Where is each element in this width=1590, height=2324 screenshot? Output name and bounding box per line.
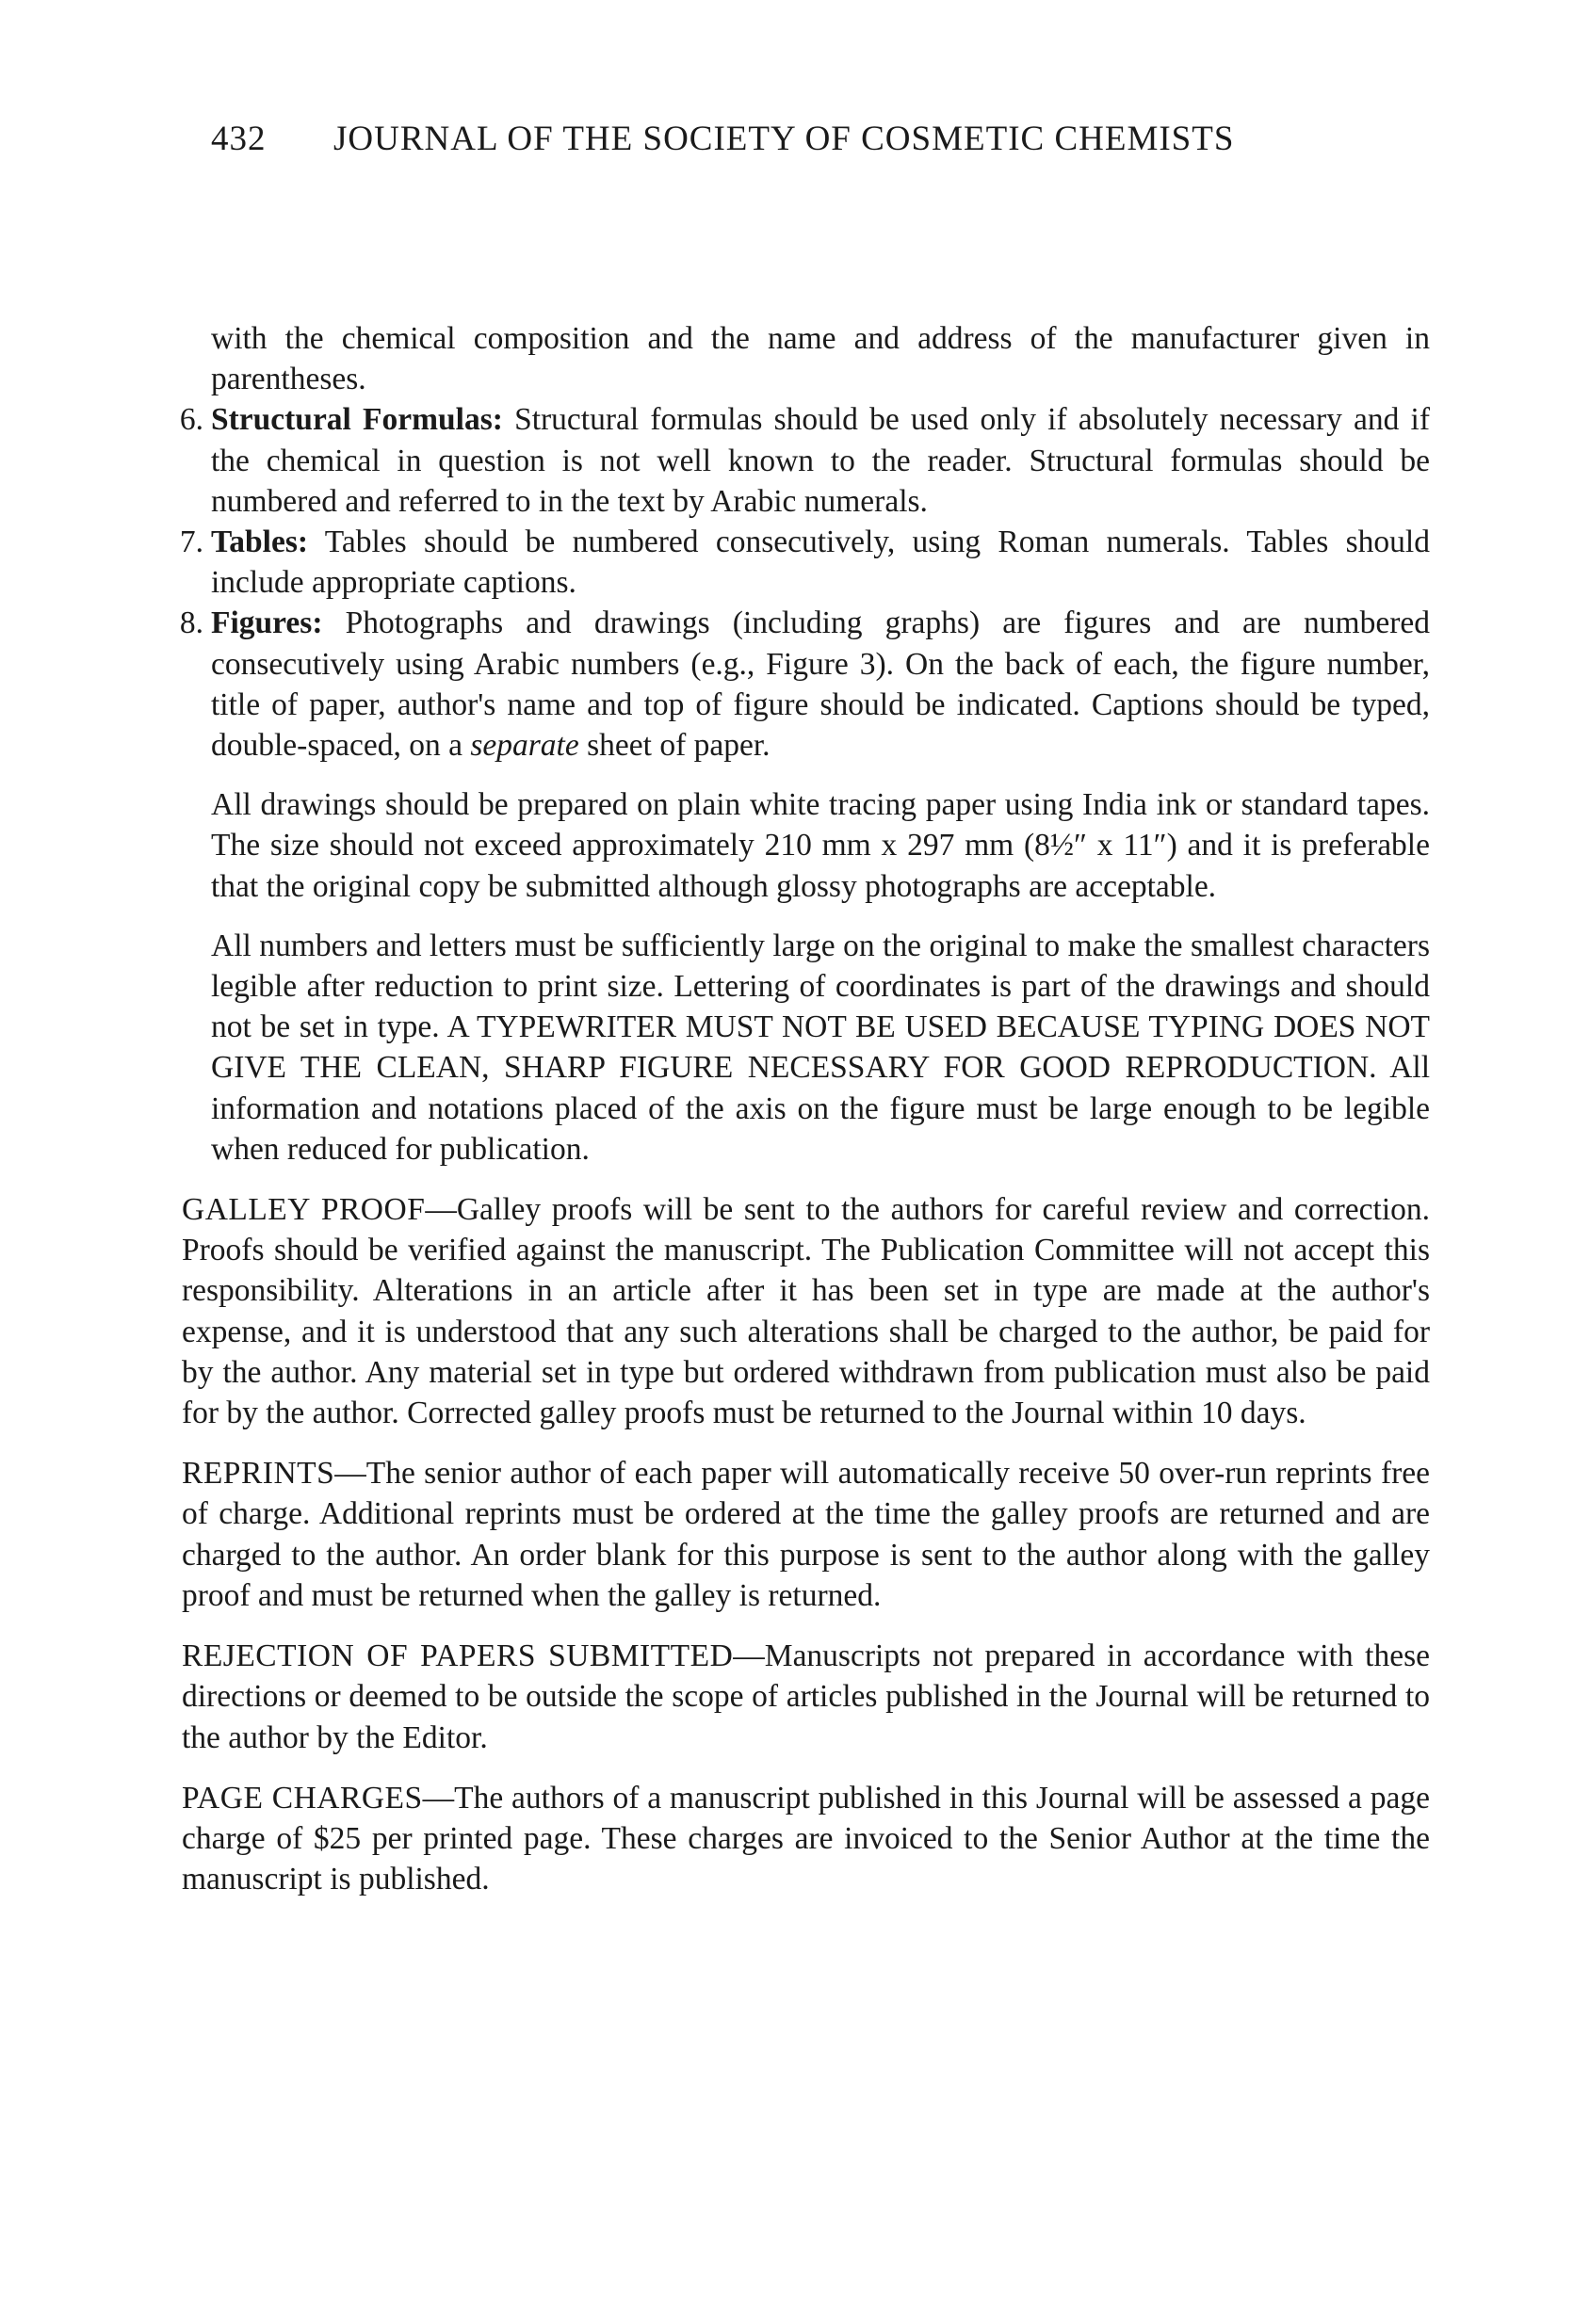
journal-title: JOURNAL OF THE SOCIETY OF COSMETIC CHEMISTS [333,120,1235,158]
figure-paragraph: All drawings should be prepared on plain white tracing paper using India ink or standard tapes. The size should not exceed approximately 210 mm x 297 mm (8½″ x 11″) and it is preferable that the original copy be submitted although glossy photographs are acceptable. [211,787,1430,904]
item-term: Structural Formulas: [211,402,503,438]
item-emphasis: separate [470,728,579,764]
section-text: —The senior author of each paper will automatically receive 50 over-run reprints free of charge. Additional reprints must be ordered at the time the galley proofs are returned and are charged to the author. An order blank for this purpose is sent to the author along with the galley proof and must be returned when the galley is returned. [182,1456,1430,1613]
item-text [211,522,1430,603]
item-term: Tables: [211,525,309,560]
section-text: —Manuscripts not prepared in accordance with these directions or deemed to be outside the scope of articles published in the Journal will be returned to the author by the Editor. [182,1638,1430,1755]
article-body [179,318,1431,1899]
list-item: 6. Structural Formulas: Structural formulas should be used only if absolutely necessary and if the chemical in question is not well known to the reader. Structural formulas should be numbered and referred to in the text by Arabic numerals. [211,399,1430,522]
item-body: Structural formulas should be used only if absolutely necessary and if the chemical in question is not well known to the reader. Structural formulas should be numbered and referred to in the text by Arabic numerals. [211,402,1431,519]
item-text [211,603,1430,766]
running-head [211,119,1436,160]
item-body: Tables should be numbered consecutively, using Roman numerals. Tables should include appropriate captions. [211,525,1430,601]
item-term: Figures: [211,605,323,641]
section-text: —The authors of a manuscript published in this Journal will be assessed a page charge of $25 per printed page. These charges are invoiced to the Senior Author at the time the manuscript is published. [182,1780,1430,1897]
section-heading: REPRINTS [182,1456,335,1492]
section-rejection [182,1636,1430,1758]
continuation-paragraph: with the chemical composition and the name and address of the manufacturer given in parentheses. [211,321,1430,397]
list-item: 7. Tables: Tables should be numbered consecutively, using Roman numerals. Tables should include appropriate captions. [211,522,1430,603]
figure-paragraph: All numbers and letters must be sufficiently large on the original to make the smallest characters legible after reduction to print size. Lettering of coordinates is part of the drawings and should not be set in type. A TYPEWRITER MUST NOT BE USED BECAUSE TYPING DOES NOT GIVE THE CLEAN, SHARP FIGURE NECESSARY FOR GOOD REPRODUCTION. All information and notations placed of the axis on the figure must be large enough to be legible when reduced for publication. [211,928,1430,1167]
item-body-end: sheet of paper. [587,728,771,764]
item-text [211,399,1430,522]
section-page-charges [182,1778,1430,1900]
list-item: 8. Figures: Photographs and drawings (including graphs) are figures and are numbered consecutively using Arabic numbers (e.g., Figure 3). On the back of each, the figure number, title of paper, author's name and top of figure should be indicated. Captions should be typed, double-spaced, on a separate sheet of paper. [211,603,1430,766]
section-galley-proof [182,1189,1430,1433]
item-body: Photographs and drawings (including graphs) are figures and are numbered consecutively using Arabic numbers (e.g., Figure 3). On the back of each, the figure number, title of paper, author's name and top of figure should be indicated. Captions should be typed, double-spaced, on a [211,605,1430,764]
section-heading: REJECTION OF PAPERS SUBMITTED [182,1638,734,1674]
section-reprints [182,1453,1430,1616]
section-heading: GALLEY PROOF [182,1192,426,1228]
section-text: —Galley proofs will be sent to the authors for careful review and correction. Proofs should be verified against the manuscript. The Publication Committee will not accept this responsibility. Alterations in an article after it has been set in type are made at the author's expense, and it is understood that any such alterations shall be charged to the author, be paid for by the author. Any material set in type but ordered withdrawn from publication must also be paid for by the author. Corrected galley proofs must be returned to the Journal within 10 days. [182,1192,1430,1431]
section-heading: PAGE CHARGES [182,1780,423,1816]
page-number: 432 [211,120,267,158]
